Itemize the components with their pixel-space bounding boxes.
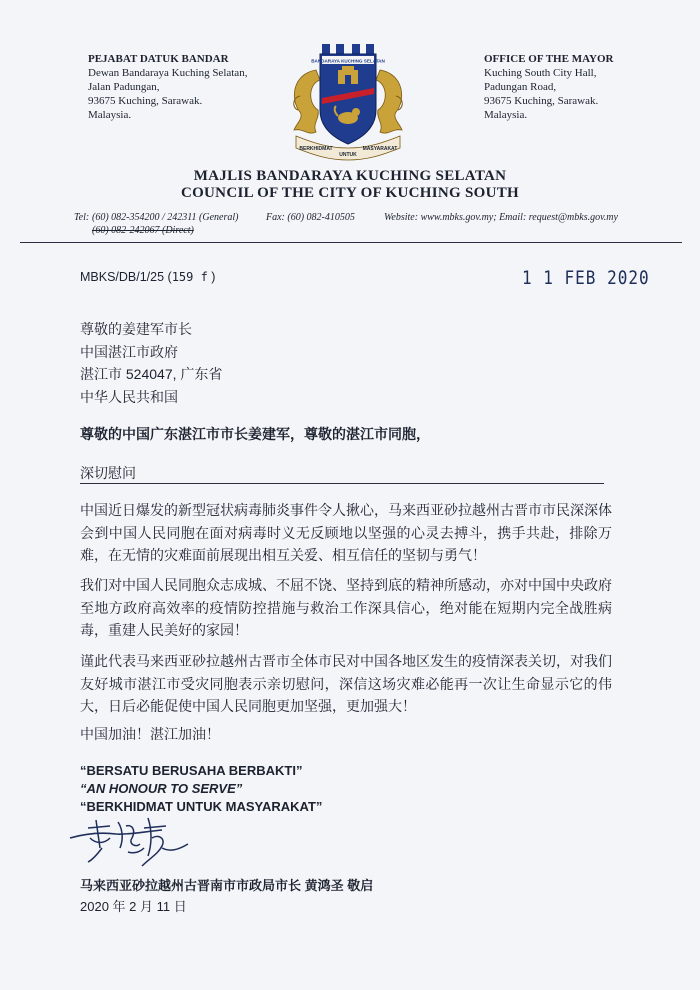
reference-prefix: MBKS/DB/1/25 ( (80, 270, 172, 284)
fax-number: Fax: (60) 082-410505 (266, 212, 355, 223)
website-email: Website: www.mbks.gov.my; Email: request@mbks.gov.my (384, 212, 618, 223)
office-title-english: OFFICE OF THE MAYOR (484, 53, 614, 65)
salutation: 尊敬的中国广东湛江市市长姜建军，尊敬的湛江市同胞， (80, 426, 430, 442)
closing-cheer: 中国加油！湛江加油！ (80, 726, 220, 742)
address-line: Jalan Padungan, (88, 81, 160, 93)
address-line: Kuching South City Hall, (484, 67, 597, 79)
address-line: Malaysia. (88, 109, 132, 121)
address-line: 93675 Kuching, Sarawak. (88, 95, 203, 107)
motto-line: “BERKHIDMAT UNTUK MASYARAKAT” (80, 799, 323, 814)
signer-name: 马来西亚砂拉越州古晋南市市政局市长 黄鸿圣 敬启 (80, 878, 374, 893)
date-stamp: 1 1 FEB 2020 (522, 266, 650, 289)
tel-direct: (60) 082-242067 (Direct) (92, 225, 194, 236)
subject-underline (80, 483, 604, 484)
crest-ribbon-left: BERKHIDMAT (299, 146, 333, 152)
tel-label: Tel: (74, 212, 90, 223)
header-divider (20, 242, 682, 243)
crest-ribbon-middle: UNTUK (339, 152, 357, 158)
recipient-address (80, 318, 222, 408)
signing-date: 2020 年 2 月 11 日 (80, 899, 187, 914)
mayor-office-address-malay (88, 52, 247, 122)
reference-suffix: ) (207, 270, 216, 284)
crest-banner-text: BANDARAYA KUCHING SELATAN (311, 58, 385, 64)
tel-general: (60) 082-354200 / 242311 (General) (92, 212, 239, 223)
mayor-office-address-english (484, 52, 613, 122)
reference-number (80, 270, 215, 284)
motto-line: “AN HONOUR TO SERVE” (80, 781, 243, 796)
body-paragraph: 谨此代表马来西亚砂拉越州古晋市全体市民对中国各地区发生的疫情深表关切，对我们友好城市湛江市受灾同胞表示亲切慰问，深信这场灾难必能再一次让生命显示它的伟大，日后必能促使中国人民同胞更加坚强，更加强大！ (80, 653, 612, 714)
recipient-line: 湛江市 524047, 广东省 (80, 366, 223, 382)
address-line: Malaysia. (484, 109, 528, 121)
address-line: Dewan Bandaraya Kuching Selatan, (88, 67, 248, 79)
council-name-english: COUNCIL OF THE CITY OF KUCHING SOUTH (180, 185, 520, 201)
recipient-line: 尊敬的姜建军市长 (80, 321, 192, 337)
reference-handwritten: 159 f (171, 270, 208, 284)
recipient-line: 中华人民共和国 (80, 388, 178, 405)
address-line: Padungan Road, (484, 81, 557, 93)
handwritten-signature (66, 808, 196, 872)
council-name-malay: MAJLIS BANDARAYA KUCHING SELATAN (193, 168, 507, 184)
address-line: 93675 Kuching, Sarawak. (484, 95, 599, 107)
motto-line: “BERSATU BERUSAHA BERBAKTI” (80, 763, 303, 778)
recipient-line: 中国湛江市政府 (80, 343, 178, 360)
telephone-numbers (92, 211, 238, 237)
subject-line: 深切慰问 (80, 465, 136, 481)
body-paragraph: 中国近日爆发的新型冠状病毒肺炎事件令人揪心，马来西亚砂拉越州古晋市市民深深体会到中国人民同胞在面对病毒时义无反顾地以坚强的心灵去搏斗，携手共赴，排除万难，在无情的灾难面前展现出相互关爱、相互信任的坚韧与勇气！ (80, 502, 612, 563)
office-title-malay: PEJABAT DATUK BANDAR (88, 53, 229, 65)
body-paragraph: 我们对中国人民同胞众志成城、不屈不饶、坚持到底的精神所感动，亦对中国中央政府至地方政府高效率的疫情防控措施与救治工作深具信心，绝对能在短期内完全战胜病毒，重建人民美好的家园！ (80, 577, 612, 638)
crest-ribbon-right: MASYARAKAT (362, 146, 398, 152)
city-crest-logo (286, 40, 410, 164)
